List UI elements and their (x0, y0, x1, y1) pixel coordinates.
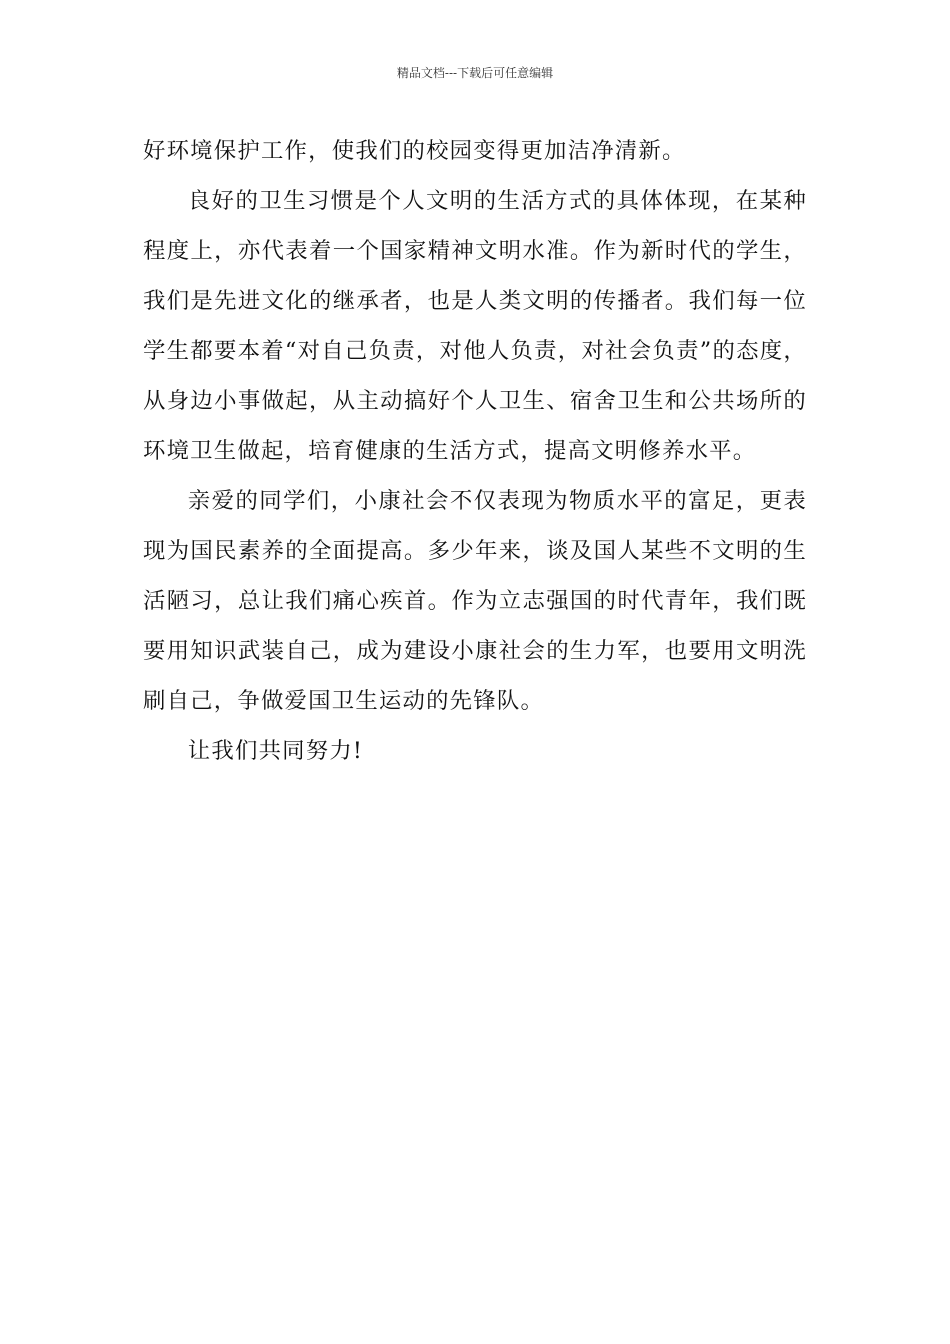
paragraph-4: 让我们共同努力! (187, 738, 364, 764)
page-header: 精品文档---下载后可任意编辑 (396, 66, 554, 80)
paragraph-2: 良好的卫生习惯是个人文明的生活方式的具体体现，在某种程度上，亦代表着一个国家精神文明水准。作为新时代的学生，我们是先进文化的继承者，也是人类文明的传播者。我们每一位学生都要本着“对自己负责，对他人负责，对社会负责”的态度，从身边小事做起，从主动搞好个人卫生、宿舍卫生和公共场所的环境卫生做起，培育健康的生活方式，提高文明修养水平。 (143, 188, 807, 464)
paragraph-3: 亲爱的同学们，小康社会不仅表现为物质水平的富足，更表现为国民素养的全面提高。多少年来，谈及国人某些不文明的生活陋习，总让我们痛心疾首。作为立志强国的时代青年，我们既要用知识武装自己，成为建设小康社会的生力军，也要用文明洗刷自己，争做爱国卫生运动的先锋队。 (143, 488, 807, 714)
document-body (143, 126, 807, 776)
paragraph-1: 好环境保护工作，使我们的校园变得更加洁净清新。 (143, 138, 686, 164)
